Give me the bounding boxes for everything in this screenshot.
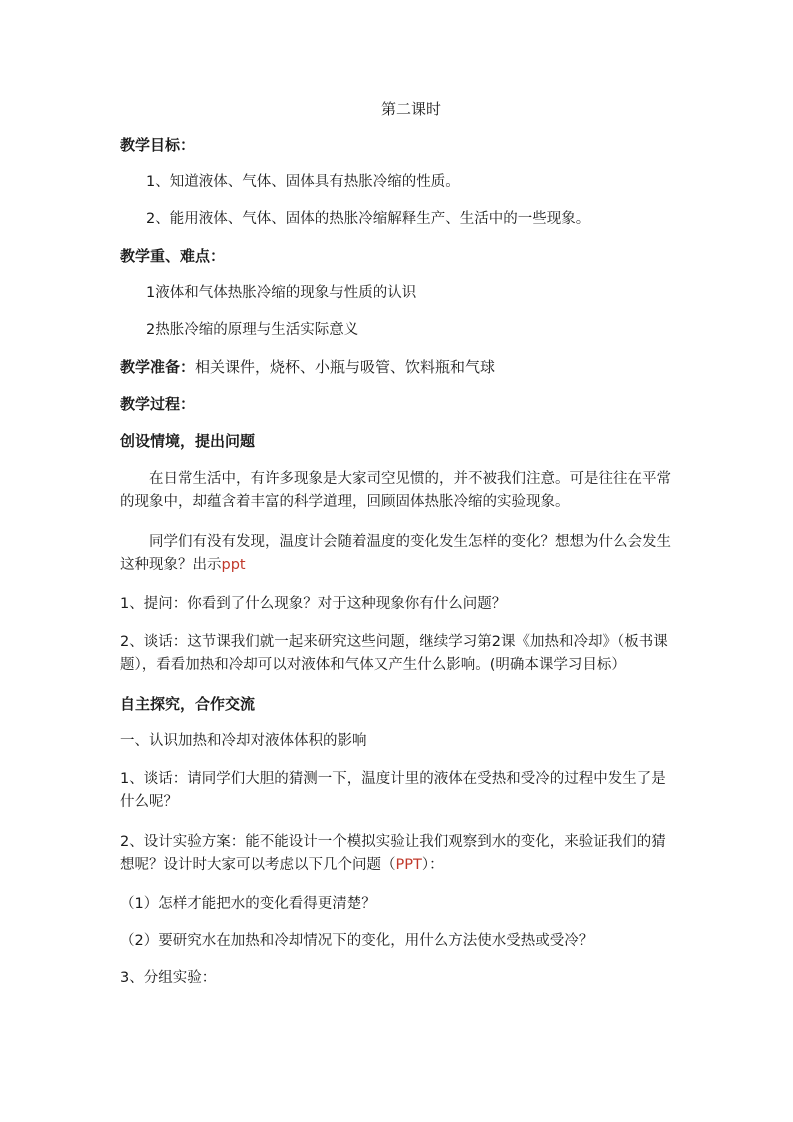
section2-heading: 自主探究，合作交流 [120,695,256,713]
section1-item-2: 2、谈话：这节课我们就一起来研究这些问题，继续学习第2课《加热和冷却》（板书课题），看看加热和冷却可以对液体和气体又产生什么影响。(明确本课学习目标） [120,634,668,673]
process-heading: 教学过程： [120,395,196,413]
keypoints-heading: 教学重、难点： [120,247,226,265]
section1-heading: 创设情境，提出问题 [120,432,256,450]
section1-item-1: 1、提问：你看到了什么现象？对于这种现象你有什么问题？ [120,596,507,612]
objective-item-2: 2、能用液体、气体、固体的热胀冷缩解释生产、生活中的一些现象。 [146,211,591,227]
section2-item-2-end: ）： [421,857,444,873]
question-1: （1）怎样才能把水的变化看得更清楚？ [120,896,376,912]
ppt-marker: PPT [395,857,422,873]
preparation-text: 相关课件，烧杯、小瓶与吸管、饮料瓶和气球 [195,358,496,376]
lesson-title: 第二课时 [380,100,441,118]
section1-paragraph-2-text: 同学们有没有发现，温度计会随着温度的变化发生怎样的变化？想想为什么会发生这种现象？出示 [120,534,671,573]
section1-paragraph-1: 在日常生活中，有许多现象是大家司空见惯的，并不被我们注意。可是往往在平常的现象中，却蕴含着丰富的科学道理，回顾固体热胀冷缩的实验现象。 [120,471,671,510]
section2-item-2 [120,831,676,877]
keypoint-item-1: 1液体和气体热胀冷缩的现象与性质的认识 [146,285,417,301]
preparation-heading: 教学准备： [120,358,196,376]
section2-item-3: 3、分组实验： [120,970,217,986]
document-body [120,98,676,1005]
section2-item-2-text: 2、设计实验方案：能不能设计一个模拟实验让我们观察到水的变化，来验证我们的猜想呢？设计时大家可以考虑以下几个问题（ [120,834,666,873]
objective-item-1: 1、知道液体、气体、固体具有热胀冷缩的性质。 [146,174,460,190]
section2-subheading: 一、认识加热和冷却对液体体积的影响 [120,733,367,749]
section2-item-1: 1、谈话：请同学们大胆的猜测一下，温度计里的液体在受热和受冷的过程中发生了是什么呢？ [120,771,666,810]
keypoint-item-2: 2热胀冷缩的原理与生活实际意义 [146,322,359,338]
ppt-marker: ppt [221,557,246,573]
objectives-heading: 教学目标： [120,136,196,154]
question-2: （2）要研究水在加热和冷却情况下的变化，用什么方法使水受热或受冷？ [120,933,594,949]
section1-paragraph-2 [120,531,676,577]
preparation-line [120,357,676,377]
